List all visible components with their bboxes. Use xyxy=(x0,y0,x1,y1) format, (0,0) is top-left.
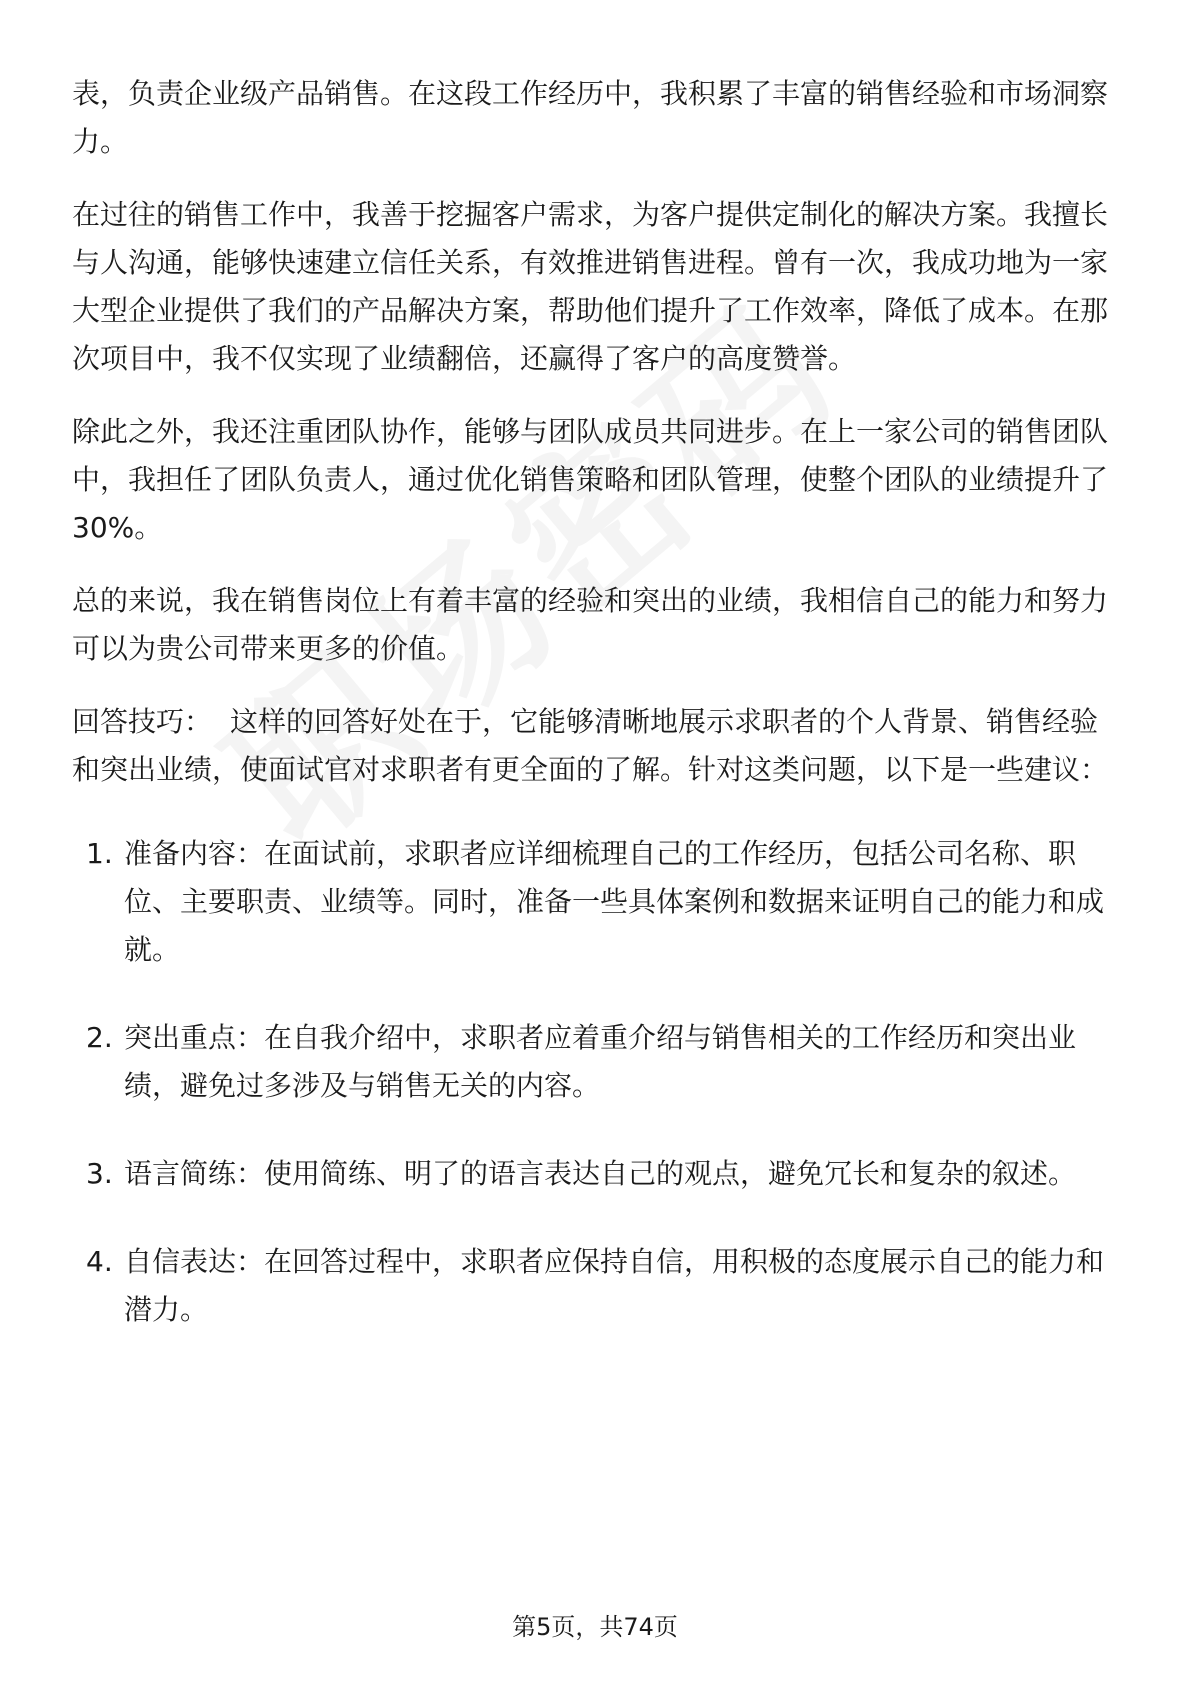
tip-text: 自信表达：在回答过程中，求职者应保持自信，用积极的态度展示自己的能力和潜力。 xyxy=(124,1245,1105,1326)
tip-item xyxy=(72,1014,1122,1110)
tip-text: 准备内容：在面试前，求职者应详细梳理自己的工作经历，包括公司名称、职位、主要职责、业绩等。同时，准备一些具体案例和数据来证明自己的能力和成就。 xyxy=(124,837,1105,966)
tip-number: 4. xyxy=(86,1245,113,1278)
paragraph-teamwork: 除此之外，我还注重团队协作，能够与团队成员共同进步。在上一家公司的销售团队中，我担任了团队负责人，通过优化销售策略和团队管理，使整个团队的业绩提升了30%。 xyxy=(72,415,1109,544)
answer-tip-label: 回答技巧： xyxy=(72,705,213,738)
tip-item xyxy=(72,1238,1122,1334)
tip-text: 突出重点：在自我介绍中，求职者应着重介绍与销售相关的工作经历和突出业绩，避免过多涉及与销售无关的内容。 xyxy=(124,1021,1077,1102)
answer-tip-text: 这样的回答好处在于，它能够清晰地展示求职者的个人背景、销售经验和突出业绩，使面试官对求职者有更全面的了解。针对这类问题，以下是一些建议： xyxy=(72,705,1109,786)
tip-number: 1. xyxy=(86,837,113,870)
page-number-footer: 第5页，共74页 xyxy=(512,1613,678,1641)
document-body xyxy=(72,70,1122,1374)
tip-number: 2. xyxy=(86,1021,113,1054)
tip-text: 语言简练：使用简练、明了的语言表达自己的观点，避免冗长和复杂的叙述。 xyxy=(124,1157,1077,1190)
paragraph-experience: 表，负责企业级产品销售。在这段工作经历中，我积累了丰富的销售经验和市场洞察力。 xyxy=(72,77,1109,158)
tip-item xyxy=(72,830,1122,974)
tip-number: 3. xyxy=(86,1157,113,1190)
tips-list xyxy=(72,830,1122,1334)
answer-tip-paragraph xyxy=(72,698,1122,794)
paragraph-summary: 总的来说，我在销售岗位上有着丰富的经验和突出的业绩，我相信自己的能力和努力可以为贵公司带来更多的价值。 xyxy=(72,584,1109,665)
paragraph-sales-achievements: 在过往的销售工作中，我善于挖掘客户需求，为客户提供定制化的解决方案。我擅长与人沟通，能够快速建立信任关系，有效推进销售进程。曾有一次，我成功地为一家大型企业提供了我们的产品解决方案，帮助他们提升了工作效率，降低了成本。在那次项目中，我不仅实现了业绩翻倍，还赢得了客户的高度赞誉。 xyxy=(72,198,1109,375)
tip-item xyxy=(72,1150,1122,1198)
